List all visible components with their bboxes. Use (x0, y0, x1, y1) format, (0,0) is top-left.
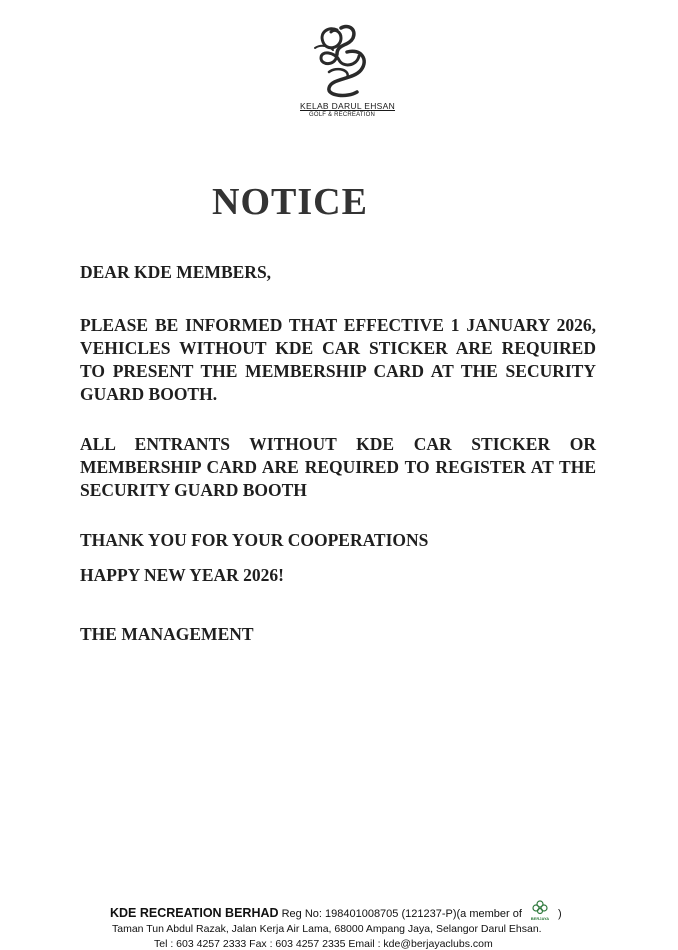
berjaya-emblem-icon (525, 899, 555, 916)
notice-title: NOTICE (212, 181, 368, 223)
berjaya-logo-text: BERJAYA (530, 916, 550, 921)
salutation: DEAR KDE MEMBERS, (80, 262, 272, 282)
registration-number: Reg No: 198401008705 (121237-P)(a member of (281, 907, 522, 920)
footer-company-line (110, 903, 562, 925)
club-logo (300, 22, 396, 119)
signoff: THE MANAGEMENT (80, 624, 254, 644)
paragraph-entrants: ALL ENTRANTS WITHOUT KDE CAR STICKER OR MEMBERSHIP CARD ARE REQUIRED TO REGISTER AT THE SECURITY GUARD BOOTH (80, 434, 596, 500)
berjaya-logo (525, 899, 555, 921)
footer-address: Taman Tun Abdul Razak, Jalan Kerja Air Lama, 68000 Ampang Jaya, Selangor Darul Ehsan. (112, 923, 542, 935)
club-subtitle: GOLF & RECREATION (309, 112, 375, 118)
closing-paren: ) (558, 907, 562, 920)
thanks-line: THANK YOU FOR YOUR COOPERATIONS (80, 530, 429, 550)
company-name: KDE RECREATION BERHAD (110, 905, 279, 920)
footer-contacts: Tel : 603 4257 2333 Fax : 603 4257 2335 Email : kde@berjayaclubs.com (154, 938, 493, 950)
kde-monogram-icon (307, 22, 377, 100)
paragraph-vehicles: PLEASE BE INFORMED THAT EFFECTIVE 1 JANUARY 2026, VEHICLES WITHOUT KDE CAR STICKER ARE REQUIRED TO PRESENT THE MEMBERSHIP CARD AT THE SECURITY GUARD BOOTH. (80, 315, 596, 404)
club-name: KELAB DARUL EHSAN (300, 101, 396, 111)
new-year-greeting: HAPPY NEW YEAR 2026! (80, 565, 285, 585)
